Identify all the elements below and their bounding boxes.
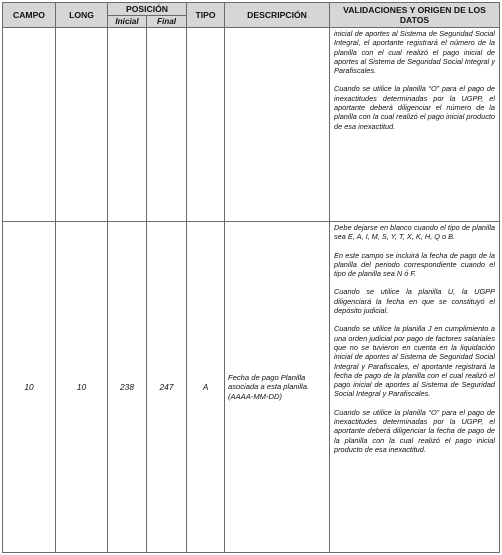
table-row — [3, 28, 500, 222]
validation-paragraph: Cuando se utilice la planilla “O” para el pago de inexactitudes determinadas por la UGPP, el aportante deberá diligenciar el número de la planilla con la cual realizó el pago inicial producto de esa inexactitud. — [334, 84, 495, 131]
validation-paragraph: Cuando se utilice la planilla J en cumplimiento a una orden judicial por pago de factores salariales que no se tuvieron en cuenta en la liquidación inicial de aportes al Sistema de Seguridad Social Integral y Parafiscales, el aportante registrará la fecha de pago de la planilla con el cual realizó el pago inicial de aportes al Sistema de Seguridad Social Integral y Parafiscales. — [334, 324, 495, 399]
header-posicion: POSICIÓN — [108, 3, 187, 16]
empty-cell — [147, 28, 187, 222]
field-spec-table — [2, 2, 500, 553]
tipo-cell: A — [187, 222, 225, 553]
empty-cell — [108, 28, 147, 222]
table-row — [3, 222, 500, 553]
inicial-cell: 238 — [108, 222, 147, 553]
campo-cell: 10 — [3, 222, 56, 553]
header-tipo: TIPO — [187, 3, 225, 28]
validation-paragraph: Debe dejarse en blanco cuando el tipo de planilla sea E, A, I, M, S, Y, T, X, K, H, Q o B. — [334, 223, 495, 242]
header-row — [3, 3, 500, 16]
header-inicial: Inicial — [108, 16, 147, 28]
header-validaciones: VALIDACIONES Y ORIGEN DE LOS DATOS — [330, 3, 500, 28]
validation-paragraph: Cuando se utilice la planilla “O” para el pago de inexactitudes determinadas por la UGPP, el aportante deberá diligenciar la fecha de pago de la planilla con la cual realizó el pago inicial producto de esa inexactitud. — [334, 407, 495, 454]
header-campo: CAMPO — [3, 3, 56, 28]
empty-cell — [225, 28, 330, 222]
final-cell: 247 — [147, 222, 187, 553]
validation-cell — [330, 28, 500, 222]
long-cell: 10 — [56, 222, 108, 553]
empty-cell — [3, 28, 56, 222]
empty-cell — [56, 28, 108, 222]
empty-cell — [187, 28, 225, 222]
validation-paragraph: inicial de aportes al Sistema de Seguridad Social Integral, el aportante registrará el número de la planilla con el cual realizó el pago inicial de aportes al Sistema de Seguridad Social Integral y Parafiscales. — [334, 29, 495, 76]
validation-cell — [330, 222, 500, 553]
validation-paragraph: Cuando se utilice la planilla U, la UGPP diligenciará la fecha en que se constituyó el depósito judicial. — [334, 287, 495, 316]
header-final: Final — [147, 16, 187, 28]
description-cell: Fecha de pago Planilla asociada a esta planilla. (AAAA-MM-DD) — [225, 222, 330, 553]
header-descripcion: DESCRIPCIÓN — [225, 3, 330, 28]
header-long: LONG — [56, 3, 108, 28]
validation-paragraph: En este campo se incluirá la fecha de pago de la planilla del periodo correspondiente cuando el tipo de planilla sea N ó F. — [334, 250, 495, 279]
